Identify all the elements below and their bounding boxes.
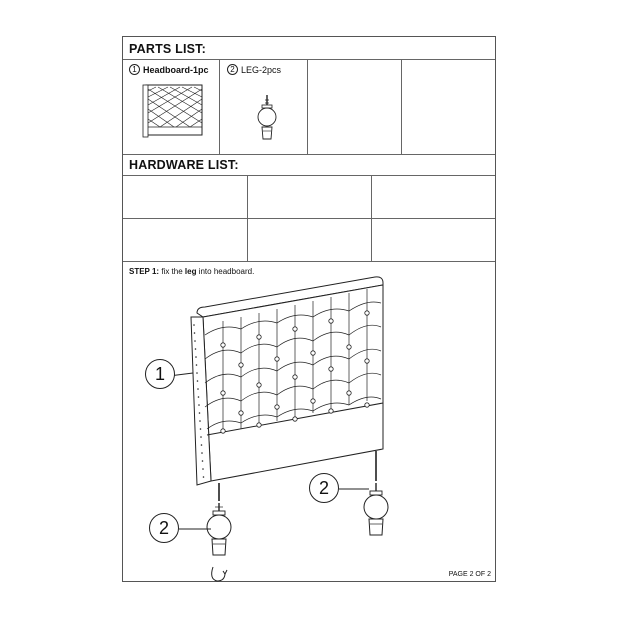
divider bbox=[123, 218, 495, 219]
divider bbox=[123, 154, 495, 155]
assembly-sheet bbox=[122, 36, 496, 582]
callout-leg-left: 2 bbox=[149, 513, 179, 543]
parts-list-heading: PARTS LIST: bbox=[129, 42, 206, 56]
leader-line bbox=[339, 487, 369, 491]
divider bbox=[123, 59, 495, 60]
hardware-list-heading: HARDWARE LIST: bbox=[129, 158, 239, 172]
leg-left-illustration bbox=[203, 503, 235, 603]
leader-line bbox=[179, 527, 211, 531]
callout-leg-right: 2 bbox=[309, 473, 339, 503]
headboard-illustration bbox=[183, 273, 393, 503]
divider bbox=[123, 175, 495, 176]
divider bbox=[307, 59, 308, 154]
step-text-c: into headboard. bbox=[198, 267, 255, 276]
divider bbox=[123, 261, 495, 262]
leg-thumbnail bbox=[255, 95, 279, 143]
part-label-headboard: Headboard-1pc bbox=[143, 64, 209, 75]
divider bbox=[219, 59, 220, 154]
step-prefix: STEP 1: bbox=[129, 267, 160, 276]
part-number-badge: 2 bbox=[227, 64, 238, 75]
part-item-leg bbox=[227, 64, 281, 75]
part-item-headboard bbox=[129, 64, 209, 75]
part-label-leg: LEG-2pcs bbox=[241, 64, 282, 75]
step-text-a: fix the bbox=[161, 267, 183, 276]
part-number-badge: 1 bbox=[129, 64, 140, 75]
leg-right-illustration bbox=[361, 483, 391, 543]
divider bbox=[247, 175, 248, 261]
page-number: PAGE 2 OF 2 bbox=[448, 571, 491, 578]
step-text-b: leg bbox=[184, 267, 197, 276]
headboard-thumbnail bbox=[143, 83, 205, 139]
divider bbox=[371, 175, 372, 261]
callout-headboard: 1 bbox=[145, 359, 175, 389]
divider bbox=[401, 59, 402, 154]
